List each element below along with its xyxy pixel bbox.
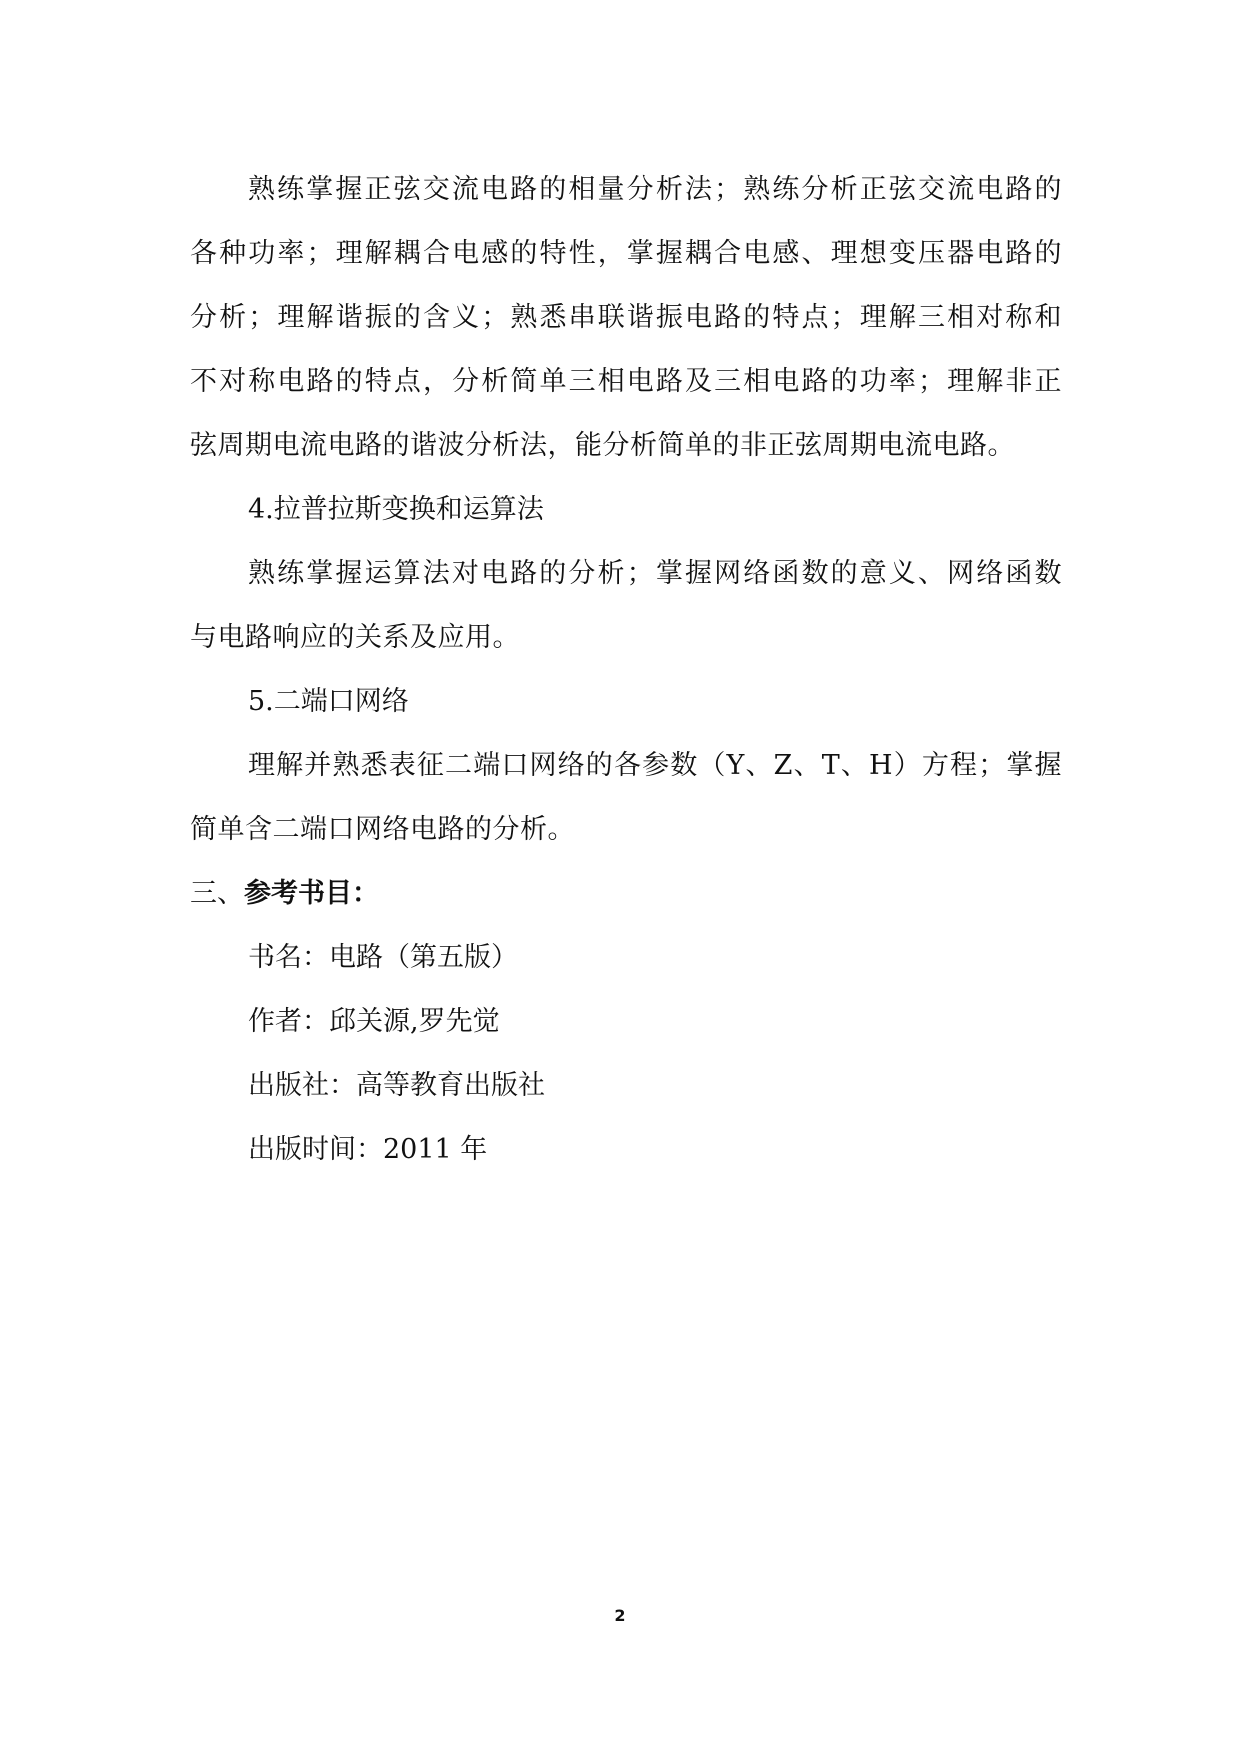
references-heading-text: 参考书目： — [244, 878, 379, 909]
references-heading — [190, 862, 1062, 926]
laplace-paragraph — [190, 542, 1062, 670]
page-number: 2 — [614, 1606, 626, 1625]
paragraph-line: 各种功率；理解耦合电感的特性，掌握耦合电感、理想变压器电路的 — [190, 238, 1062, 269]
two-port-paragraph — [190, 734, 1062, 862]
two-port-section-heading: 5.二端口网络 — [248, 686, 409, 717]
laplace-section-heading: 4.拉普拉斯变换和运算法 — [248, 494, 544, 525]
paragraph-line: 与电路响应的关系及应用。 — [190, 622, 520, 653]
book-title: 书名：电路（第五版） — [248, 942, 518, 973]
ac-circuit-paragraph — [190, 158, 1062, 478]
paragraph-line: 不对称电路的特点，分析简单三相电路及三相电路的功率；理解非正 — [190, 366, 1062, 397]
page-content — [190, 158, 1062, 1182]
paragraph-line: 理解并熟悉表征二端口网络的各参数（Y、Z、T、H）方程；掌握 — [248, 750, 1062, 781]
references-heading-prefix: 三、 — [190, 878, 244, 909]
book-authors: 作者：邱关源,罗先觉 — [248, 1006, 500, 1037]
paragraph-line: 熟练掌握正弦交流电路的相量分析法；熟练分析正弦交流电路的 — [248, 174, 1062, 205]
paragraph-line: 熟练掌握运算法对电路的分析；掌握网络函数的意义、网络函数 — [248, 558, 1062, 589]
paragraph-line: 分析；理解谐振的含义；熟悉串联谐振电路的特点；理解三相对称和 — [190, 302, 1062, 333]
paragraph-line: 弦周期电流电路的谐波分析法，能分析简单的非正弦周期电流电路。 — [190, 430, 1015, 461]
book-publish-date: 出版时间：2011 年 — [248, 1134, 488, 1165]
paragraph-line: 简单含二端口网络电路的分析。 — [190, 814, 575, 845]
book-publisher: 出版社：高等教育出版社 — [248, 1070, 545, 1101]
